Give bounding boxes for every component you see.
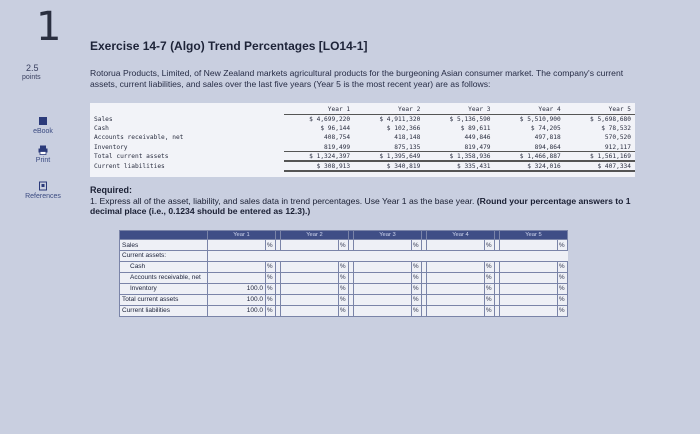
answer-input-cell[interactable]	[427, 240, 485, 251]
fin-cell: $ 1,561,169	[565, 152, 635, 161]
answer-input[interactable]	[281, 262, 338, 272]
answer-input[interactable]	[354, 284, 411, 294]
fin-cell: 418,148	[394, 134, 421, 142]
fin-cell: $ 5,136,590	[449, 115, 491, 123]
answer-row-label: Current assets:	[120, 251, 208, 262]
answer-input-cell[interactable]	[500, 272, 558, 283]
percent-sign: %	[485, 261, 495, 272]
question-number: 1	[36, 4, 62, 50]
fin-cell: $ 407,334	[565, 161, 635, 170]
answer-input-cell[interactable]	[500, 283, 558, 294]
fin-row-label: Accounts receivable, net	[94, 134, 184, 142]
answer-input[interactable]	[427, 273, 484, 283]
fin-cell: 449,846	[464, 134, 491, 142]
references-icon	[38, 181, 48, 191]
answer-year-header: Year 5	[500, 231, 568, 240]
answer-base-value: 100.0	[208, 283, 266, 294]
fin-year-header: Year 5	[565, 105, 635, 114]
print-button[interactable]	[18, 145, 68, 164]
fin-cell: $ 5,510,900	[519, 115, 561, 123]
fin-year-header: Year 4	[495, 105, 565, 114]
percent-sign: %	[339, 294, 349, 305]
answer-row-label: Inventory	[120, 283, 208, 294]
fin-cell: $ 74,205	[530, 124, 561, 132]
answer-row-label: Accounts receivable, net	[120, 272, 208, 283]
fin-year-header: Year 1	[284, 105, 354, 114]
answer-row-label: Cash	[120, 261, 208, 272]
answer-base-value: 100.0	[208, 294, 266, 305]
percent-sign: %	[412, 294, 422, 305]
percent-sign: %	[412, 283, 422, 294]
answer-input-cell[interactable]	[427, 261, 485, 272]
fin-year-header: Year 3	[424, 105, 494, 114]
answer-input-cell[interactable]	[354, 240, 412, 251]
answer-input-cell[interactable]	[500, 240, 558, 251]
points-value: 2.5	[26, 63, 39, 73]
answer-input-cell[interactable]	[354, 261, 412, 272]
answer-input[interactable]	[281, 295, 338, 305]
percent-sign: %	[339, 283, 349, 294]
answer-input-cell[interactable]	[281, 272, 339, 283]
references-button[interactable]	[18, 181, 68, 200]
fin-cell: 875,135	[354, 143, 424, 152]
fin-cell: $ 102,366	[386, 124, 421, 132]
answer-input-cell[interactable]	[354, 294, 412, 305]
fin-cell: 497,818	[534, 134, 561, 142]
answer-input-cell[interactable]	[281, 261, 339, 272]
financial-data-table	[90, 103, 635, 177]
answer-input[interactable]	[427, 295, 484, 305]
answer-input[interactable]	[354, 240, 411, 250]
percent-sign: %	[558, 240, 568, 251]
fin-cell: $ 1,395,649	[354, 152, 424, 161]
answer-input-cell[interactable]	[208, 272, 266, 283]
percent-sign: %	[558, 261, 568, 272]
answer-row-label: Sales	[120, 240, 208, 251]
answer-year-header: Year 3	[354, 231, 422, 240]
ebook-label: eBook	[33, 128, 53, 135]
print-label: Print	[35, 157, 51, 164]
fin-cell: $ 1,466,887	[495, 152, 565, 161]
percent-sign: %	[485, 240, 495, 251]
required-heading: Required:	[90, 185, 133, 195]
percent-sign: %	[266, 294, 276, 305]
answer-input-cell[interactable]	[354, 272, 412, 283]
fin-cell: $ 1,358,936	[424, 152, 494, 161]
answer-input[interactable]	[500, 295, 557, 305]
answer-year-header: Year 2	[281, 231, 349, 240]
percent-sign: %	[485, 272, 495, 283]
percent-sign: %	[266, 240, 276, 251]
book-icon	[38, 116, 48, 126]
percent-sign: %	[339, 261, 349, 272]
percent-sign: %	[266, 261, 276, 272]
fin-cell: $ 96,144	[320, 124, 351, 132]
fin-cell: 570,520	[604, 134, 631, 142]
fin-cell: $ 78,532	[601, 124, 631, 132]
answer-input-cell[interactable]	[500, 294, 558, 305]
answer-input[interactable]	[281, 240, 338, 250]
print-icon	[38, 145, 48, 155]
percent-sign: %	[558, 283, 568, 294]
fin-cell: $ 308,913	[284, 161, 354, 170]
percent-sign: %	[558, 294, 568, 305]
percent-sign: %	[412, 240, 422, 251]
answer-input-cell[interactable]	[281, 294, 339, 305]
answer-input-cell[interactable]	[354, 305, 412, 316]
ebook-button[interactable]	[18, 116, 68, 135]
fin-cell: 408,754	[324, 134, 351, 142]
answer-input[interactable]	[427, 284, 484, 294]
answer-input-cell[interactable]	[281, 240, 339, 251]
fin-cell: $ 89,611	[460, 124, 491, 132]
answer-input[interactable]	[281, 306, 338, 316]
answer-input-cell[interactable]	[281, 305, 339, 316]
answer-input-cell[interactable]	[281, 283, 339, 294]
answer-input[interactable]	[354, 306, 411, 316]
answer-base-value: 100.0	[208, 305, 266, 316]
answer-table	[119, 230, 568, 317]
answer-input-cell[interactable]	[208, 261, 266, 272]
answer-year-header: Year 1	[208, 231, 276, 240]
answer-input[interactable]	[500, 262, 557, 272]
problem-intro: Rotorua Products, Limited, of New Zealand markets agricultural products for the burgeoning Asian consumer market. The company's current assets, current liabilities, and sales over the last five years (Year 5 is the most recent year) are as follows:	[90, 68, 624, 89]
fin-cell: $ 4,699,220	[309, 115, 351, 123]
exercise-title: Exercise 14-7 (Algo) Trend Percentages [LO14-1]	[90, 39, 368, 53]
fin-row-label: Total current assets	[94, 153, 169, 161]
fin-cell: 894,864	[495, 143, 565, 152]
fin-cell: $ 340,819	[354, 161, 424, 170]
answer-input[interactable]	[208, 273, 265, 283]
fin-cell: $ 1,324,397	[284, 152, 354, 161]
answer-input-cell[interactable]	[208, 240, 266, 251]
answer-input-cell[interactable]	[500, 261, 558, 272]
fin-cell: 819,479	[424, 143, 494, 152]
fin-row-label: Current liabilities	[94, 162, 165, 170]
percent-sign: %	[485, 294, 495, 305]
points-label: points	[22, 74, 41, 81]
required-instructions	[90, 196, 650, 216]
answer-input[interactable]	[500, 273, 557, 283]
percent-sign: %	[339, 240, 349, 251]
percent-sign: %	[339, 272, 349, 283]
answer-input[interactable]	[208, 262, 265, 272]
answer-input[interactable]	[427, 240, 484, 250]
answer-input[interactable]	[281, 273, 338, 283]
answer-input[interactable]	[500, 306, 557, 316]
answer-input[interactable]	[500, 284, 557, 294]
answer-input[interactable]	[354, 273, 411, 283]
fin-cell: $ 4,911,320	[379, 115, 421, 123]
fin-cell: 819,499	[284, 143, 354, 152]
percent-sign: %	[266, 272, 276, 283]
fin-cell: $ 335,431	[424, 161, 494, 170]
answer-input-cell[interactable]	[427, 272, 485, 283]
rounding-instructions: (Round your percentage answers to 1 decimal place (i.e., 0.1234 should be entered as 12.3).)	[90, 196, 631, 216]
references-label: References	[25, 193, 61, 200]
answer-input[interactable]	[427, 262, 484, 272]
answer-row-label: Current liabilities	[120, 305, 208, 316]
percent-sign: %	[412, 305, 422, 316]
answer-input[interactable]	[500, 240, 557, 250]
answer-input[interactable]	[427, 306, 484, 316]
answer-input-cell[interactable]	[500, 305, 558, 316]
percent-sign: %	[485, 305, 495, 316]
answer-input-cell[interactable]	[427, 283, 485, 294]
fin-cell: $ 5,698,680	[590, 115, 631, 123]
answer-row-label: Total current assets	[120, 294, 208, 305]
answer-input-cell[interactable]	[427, 294, 485, 305]
answer-input[interactable]	[354, 295, 411, 305]
percent-sign: %	[558, 272, 568, 283]
fin-cell: $ 324,016	[495, 161, 565, 170]
percent-sign: %	[485, 283, 495, 294]
fin-row-label: Cash	[94, 124, 109, 132]
percent-sign: %	[412, 272, 422, 283]
fin-cell: 912,117	[565, 143, 635, 152]
percent-sign: %	[339, 305, 349, 316]
answer-input-cell[interactable]	[427, 305, 485, 316]
percent-sign: %	[266, 305, 276, 316]
fin-year-header: Year 2	[354, 105, 424, 114]
percent-sign: %	[412, 261, 422, 272]
answer-input-cell[interactable]	[354, 283, 412, 294]
percent-sign: %	[266, 283, 276, 294]
answer-input[interactable]	[208, 240, 265, 250]
required-text: 1. Express all of the asset, liability, and sales data in trend percentages. Use Year 1 as the base year.	[90, 196, 477, 206]
fin-row-label: Inventory	[94, 143, 128, 151]
answer-input[interactable]	[354, 262, 411, 272]
answer-input[interactable]	[281, 284, 338, 294]
answer-year-header: Year 4	[427, 231, 495, 240]
fin-row-label: Sales	[94, 115, 113, 123]
percent-sign: %	[558, 305, 568, 316]
